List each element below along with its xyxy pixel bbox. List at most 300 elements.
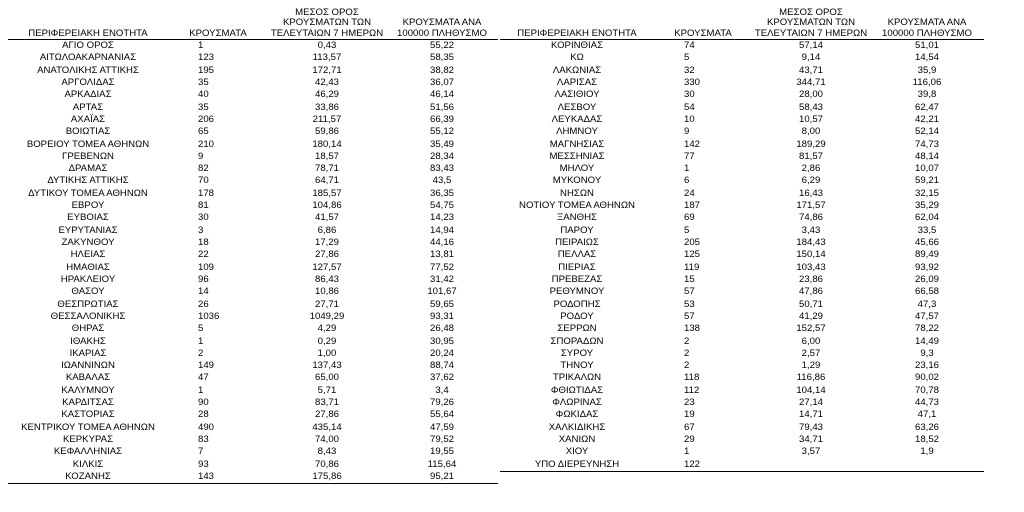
region-cell: ΚΑΣΤΟΡΙΑΣ <box>61 409 115 421</box>
table-row <box>500 348 984 360</box>
cases-cell: 187 <box>684 200 701 212</box>
table-row <box>500 434 984 446</box>
cases-cell: 1 <box>198 384 204 396</box>
table-row <box>8 360 498 372</box>
cases-cell: 123 <box>198 52 215 64</box>
avg7-cell: 3,57 <box>801 446 821 458</box>
table-row <box>8 311 498 323</box>
region-cell: ΠΑΡΟΥ <box>560 224 594 236</box>
region-cell: ΜΗΛΟΥ <box>559 163 595 175</box>
table-row <box>500 372 984 384</box>
table-row <box>8 237 498 249</box>
per100k-cell: 18,52 <box>914 434 939 445</box>
region-cell: ΙΩΑΝΝΙΝΩΝ <box>61 360 115 372</box>
region-cell: ΔΡΑΜΑΣ <box>68 163 108 175</box>
region-cell: ΡΕΘΥΜΝΟΥ <box>549 286 605 298</box>
avg7-cell: 185,57 <box>312 187 342 199</box>
table-row <box>8 249 498 261</box>
avg7-cell: 113,57 <box>312 52 342 64</box>
per100k-cell: 35,29 <box>914 200 939 212</box>
cases-cell: 1036 <box>198 310 220 322</box>
region-cell: ΧΑΛΚΙΔΙΚΗΣ <box>548 421 606 433</box>
table-row <box>500 151 984 163</box>
region-cell: ΚΑΒΑΛΑΣ <box>65 372 111 384</box>
avg7-cell: 104,14 <box>796 384 826 396</box>
avg7-cell: 16,43 <box>798 187 823 199</box>
table-row <box>500 237 984 249</box>
table-row <box>8 52 498 64</box>
cases-cell: 90 <box>198 397 209 409</box>
region-cell: ΕΒΡΟΥ <box>71 200 105 212</box>
table-row <box>8 372 498 384</box>
cases-cell: 206 <box>198 113 215 125</box>
cases-cell: 118 <box>684 372 700 384</box>
cases-table-right <box>500 6 984 472</box>
region-cell: ΚΩ <box>570 52 584 64</box>
table-row <box>500 323 984 335</box>
cases-cell: 54 <box>684 101 695 113</box>
avg7-cell: 46,29 <box>314 89 339 101</box>
per100k-cell: 48,14 <box>914 150 939 162</box>
avg7-cell: 34,71 <box>798 434 823 445</box>
table-row <box>500 286 984 298</box>
cases-cell: 96 <box>198 273 209 285</box>
avg7-cell: 14,71 <box>798 409 823 421</box>
avg7-cell: 58,43 <box>798 101 823 113</box>
table-row <box>8 434 498 446</box>
table-row <box>8 175 498 187</box>
region-cell: ΙΚΑΡΙΑΣ <box>69 347 107 359</box>
avg7-cell: 152,57 <box>796 323 826 335</box>
cases-cell: 178 <box>198 187 215 199</box>
region-cell: ΗΡΑΚΛΕΙΟΥ <box>60 273 116 285</box>
cases-cell: 67 <box>684 421 695 433</box>
per100k-cell: 35,9 <box>917 64 937 76</box>
per100k-cell: 28,34 <box>429 150 454 162</box>
cases-table-left <box>8 6 498 484</box>
per100k-cell: 10,07 <box>914 163 939 175</box>
avg7-cell: 74,00 <box>314 434 339 445</box>
region-cell: ΝΗΣΩΝ <box>560 187 594 199</box>
region-cell: ΘΕΣΣΑΛΟΝΙΚΗΣ <box>50 310 126 322</box>
per100k-cell: 47,57 <box>914 310 939 322</box>
per100k-header: ΚΡΟΥΣΜΑΤΑ ΑΝΑ 100000 ΠΛΗΘΥΣΜΟ <box>386 6 498 40</box>
avg7-cell: 10,57 <box>798 113 823 125</box>
cases-cell: 93 <box>198 458 209 470</box>
header-row <box>500 6 984 40</box>
cases-cell: 30 <box>684 89 695 101</box>
table-row <box>8 65 498 77</box>
table-row <box>500 89 984 101</box>
cases-cell: 28 <box>198 409 209 421</box>
region-cell: ΛΑΡΙΣΑΣ <box>556 76 598 88</box>
region-cell: ΙΘΑΚΗΣ <box>70 335 106 347</box>
per100k-cell: 55,22 <box>429 40 454 51</box>
region-cell: ΦΛΩΡΙΝΑΣ <box>552 397 602 409</box>
avg7-cell: 78,71 <box>314 163 339 175</box>
avg7-cell: 23,86 <box>798 273 823 285</box>
avg7-cell: 104,86 <box>312 200 342 212</box>
avg7-cell: 27,14 <box>798 397 823 409</box>
cases-cell: 83 <box>198 434 209 445</box>
per100k-cell: 59,21 <box>914 175 939 187</box>
cases-cell: 109 <box>198 261 215 273</box>
avg7-cell: 180,14 <box>312 138 342 150</box>
cases-cell: 32 <box>684 64 695 76</box>
table-row <box>500 446 984 458</box>
per100k-cell: 51,01 <box>914 40 939 51</box>
per100k-cell: 55,12 <box>429 126 454 138</box>
avg7-cell: 1,29 <box>801 360 821 372</box>
per100k-cell: 45,66 <box>914 237 939 248</box>
per100k-cell: 26,09 <box>914 273 939 285</box>
avg7-cell: 0,43 <box>317 40 337 51</box>
table-row <box>8 348 498 360</box>
cases-header: ΚΡΟΥΣΜΑΤΑ <box>654 6 752 40</box>
region-cell: ΦΘΙΩΤΙΔΑΣ <box>550 384 604 396</box>
cases-cell: 125 <box>684 249 701 261</box>
avg7-cell: 6,86 <box>317 224 337 236</box>
cases-cell: 77 <box>684 150 695 162</box>
per100k-cell: 30,95 <box>429 335 454 347</box>
per100k-cell: 58,35 <box>429 52 454 64</box>
table-row <box>8 385 498 397</box>
per100k-cell: 63,26 <box>914 421 939 433</box>
cases-cell: 138 <box>684 323 701 335</box>
cases-cell: 82 <box>198 163 209 175</box>
cases-cell: 1 <box>198 335 204 347</box>
avg7-header: ΜΕΣΟΣ ΟΡΟΣ ΚΡΟΥΣΜΑΤΩΝ ΤΩΝ ΤΕΛΕΥΤΑΙΩΝ 7 ΗΜΕΡΩΝ <box>752 6 870 40</box>
table-row <box>500 422 984 434</box>
region-cell: ΜΑΓΝΗΣΙΑΣ <box>549 138 605 150</box>
cases-cell: 40 <box>198 89 209 101</box>
per100k-cell: 23,16 <box>914 360 939 372</box>
per100k-cell: 89,49 <box>914 249 939 261</box>
region-cell: ΓΡΕΒΕΝΩΝ <box>62 150 114 162</box>
table-row <box>500 126 984 138</box>
region-cell: ΑΡΚΑΔΙΑΣ <box>64 89 112 101</box>
per100k-cell: 44,73 <box>914 397 939 409</box>
region-cell: ΕΥΡΥΤΑΝΙΑΣ <box>58 224 118 236</box>
region-cell: ΔΥΤΙΚΟΥ ΤΟΜΕΑ ΑΘΗΝΩΝ <box>28 187 148 199</box>
region-cell: ΡΟΔΟΥ <box>560 310 594 322</box>
cases-cell: 112 <box>684 384 700 396</box>
table-row <box>500 409 984 421</box>
table-row <box>8 102 498 114</box>
avg7-cell: 65,00 <box>314 372 339 384</box>
avg7-cell: 17,29 <box>314 237 339 248</box>
avg7-cell: 344,71 <box>796 76 826 88</box>
table-row <box>8 471 498 484</box>
per100k-cell: 14,49 <box>914 335 939 347</box>
avg7-cell: 57,14 <box>798 40 823 51</box>
per100k-cell: 79,26 <box>429 397 454 409</box>
cases-cell: 9 <box>198 150 204 162</box>
region-cell: ΕΥΒΟΙΑΣ <box>67 212 109 224</box>
per100k-cell: 79,52 <box>429 434 454 445</box>
region-cell: ΚΕΝΤΡΙΚΟΥ ΤΟΜΕΑ ΑΘΗΝΩΝ <box>21 421 155 433</box>
cases-cell: 210 <box>198 138 215 150</box>
per100k-cell: 39,8 <box>917 89 937 101</box>
table-row <box>8 274 498 286</box>
avg7-cell: 184,43 <box>796 237 826 248</box>
table-row <box>8 459 498 471</box>
avg7-cell: 6,29 <box>801 175 821 187</box>
cases-cell: 205 <box>684 237 701 248</box>
per100k-cell: 54,75 <box>429 200 454 212</box>
per100k-cell: 36,07 <box>429 76 454 88</box>
region-header: ΠΕΡΙΦΕΡΕΙΑΚΗ ΕΝΟΤΗΤΑ <box>500 6 654 40</box>
table-row <box>500 360 984 372</box>
avg7-cell: 50,71 <box>798 298 823 310</box>
cases-cell: 57 <box>684 286 695 298</box>
cases-cell: 14 <box>198 286 209 298</box>
avg7-cell: 211,57 <box>312 113 342 125</box>
avg7-cell: 4,29 <box>317 323 337 335</box>
per100k-cell: 42,21 <box>914 113 939 125</box>
per100k-cell: 77,52 <box>429 261 454 273</box>
region-cell: ΡΟΔΟΠΗΣ <box>553 298 601 310</box>
cases-cell: 2 <box>684 347 690 359</box>
avg7-cell: 435,14 <box>312 421 342 433</box>
per100k-cell: 14,94 <box>429 224 454 236</box>
cases-cell: 5 <box>684 52 690 64</box>
table-row <box>500 65 984 77</box>
table-row <box>8 409 498 421</box>
per100k-cell: 78,22 <box>914 323 939 335</box>
per100k-cell: 55,64 <box>429 409 454 421</box>
cases-cell: 330 <box>684 76 701 88</box>
table-row <box>8 286 498 298</box>
cases-cell: 7 <box>198 446 204 458</box>
region-cell: ΚΕΡΚΥΡΑΣ <box>62 434 113 445</box>
table-row <box>8 299 498 311</box>
per100k-cell: 3,4 <box>435 384 449 396</box>
cases-cell: 1 <box>684 163 690 175</box>
table-row <box>500 249 984 261</box>
table-row <box>8 114 498 126</box>
cases-cell: 490 <box>198 421 215 433</box>
avg7-cell: 86,43 <box>314 273 339 285</box>
cases-cell: 2 <box>198 347 204 359</box>
table-row <box>500 77 984 89</box>
avg7-cell <box>752 459 870 472</box>
per100k-cell <box>870 459 984 472</box>
region-cell: ΑΡΓΟΛΙΔΑΣ <box>61 76 115 88</box>
region-cell: ΣΠΟΡΑΔΩΝ <box>550 335 604 347</box>
avg7-cell: 172,71 <box>312 64 342 76</box>
per100k-cell: 31,42 <box>429 273 454 285</box>
region-cell: ΚΑΛΥΜΝΟΥ <box>61 384 115 396</box>
table-row <box>8 126 498 138</box>
region-cell: ΝΟΤΙΟΥ ΤΟΜΕΑ ΑΘΗΝΩΝ <box>519 200 635 212</box>
region-cell: ΚΑΡΔΙΤΣΑΣ <box>62 397 114 409</box>
per100k-cell: 115,64 <box>427 458 457 470</box>
per100k-cell: 47,3 <box>917 298 937 310</box>
table-row <box>8 40 498 53</box>
cases-cell: 65 <box>198 126 209 138</box>
avg7-cell: 1,00 <box>317 347 337 359</box>
per100k-cell: 93,31 <box>429 310 454 322</box>
region-cell: ΒΟΡΕΙΟΥ ΤΟΜΕΑ ΑΘΗΝΩΝ <box>26 138 150 150</box>
region-cell: ΦΩΚΙΔΑΣ <box>555 409 599 421</box>
avg7-cell: 27,86 <box>314 249 339 261</box>
per100k-cell: 83,43 <box>429 163 454 175</box>
cases-cell: 119 <box>684 261 700 273</box>
avg7-cell: 1049,29 <box>309 310 345 322</box>
avg7-cell: 9,14 <box>801 52 821 64</box>
avg7-cell: 189,29 <box>796 138 826 150</box>
region-cell: ΥΠΟ ΔΙΕΡΕΥΝΗΣΗ <box>500 459 654 472</box>
cases-cell: 26 <box>198 298 209 310</box>
per100k-cell: 44,16 <box>429 237 454 248</box>
avg7-cell: 3,43 <box>801 224 821 236</box>
table-row <box>500 102 984 114</box>
cases-cell: 23 <box>684 397 695 409</box>
per100k-cell: 59,65 <box>429 298 454 310</box>
cases-cell: 143 <box>168 471 268 484</box>
region-cell: ΛΑΚΩΝΙΑΣ <box>552 64 602 76</box>
table-row <box>8 422 498 434</box>
region-cell: ΠΕΙΡΑΙΩΣ <box>555 237 599 248</box>
per100k-cell: 101,67 <box>427 286 457 298</box>
table-row <box>8 336 498 348</box>
cases-cell: 74 <box>684 40 695 51</box>
table-row <box>8 139 498 151</box>
region-cell: ΠΕΛΛΑΣ <box>557 249 597 261</box>
per100k-cell: 43,5 <box>432 175 452 187</box>
per100k-cell: 47,59 <box>429 421 454 433</box>
table-row <box>500 175 984 187</box>
table-row <box>500 52 984 64</box>
avg7-cell: 27,86 <box>314 409 339 421</box>
cases-cell: 142 <box>684 138 701 150</box>
region-cell: ΠΡΕΒΕΖΑΣ <box>551 273 603 285</box>
cases-header: ΚΡΟΥΣΜΑΤΑ <box>168 6 268 40</box>
table-row <box>500 311 984 323</box>
table-row <box>8 446 498 458</box>
per100k-cell: 93,92 <box>914 261 939 273</box>
table-row <box>8 225 498 237</box>
cases-cell: 9 <box>684 126 690 138</box>
header-row <box>8 6 498 40</box>
region-cell: ΘΕΣΠΡΩΤΙΑΣ <box>57 298 119 310</box>
per100k-cell: 90,02 <box>914 372 939 384</box>
avg7-cell: 10,86 <box>314 286 339 298</box>
cases-cell: 69 <box>684 212 695 224</box>
avg7-cell: 42,43 <box>314 76 339 88</box>
per100k-cell: 33,5 <box>917 224 937 236</box>
avg7-cell: 127,57 <box>312 261 342 273</box>
avg7-cell: 5,71 <box>317 384 337 396</box>
region-cell: ΑΡΤΑΣ <box>72 101 104 113</box>
region-cell: ΘΑΣΟΥ <box>71 286 105 298</box>
region-header: ΠΕΡΙΦΕΡΕΙΑΚΗ ΕΝΟΤΗΤΑ <box>8 6 168 40</box>
table-row <box>8 77 498 89</box>
avg7-cell: 8,00 <box>801 126 821 138</box>
avg7-cell: 8,43 <box>317 446 337 458</box>
region-cell: ΒΟΙΩΤΙΑΣ <box>65 126 111 138</box>
per100k-cell: 19,55 <box>429 446 454 458</box>
avg7-cell: 6,00 <box>801 335 821 347</box>
avg7-cell: 83,71 <box>314 397 339 409</box>
region-cell: ΠΙΕΡΙΑΣ <box>558 261 596 273</box>
cases-cell: 5 <box>198 323 204 335</box>
per100k-cell: 36,35 <box>429 187 454 199</box>
avg7-cell: 70,86 <box>314 458 339 470</box>
per100k-cell: 74,73 <box>914 138 939 150</box>
avg7-cell: 175,86 <box>268 471 386 484</box>
region-cell: ΛΗΜΝΟΥ <box>556 126 598 138</box>
table-row <box>8 188 498 200</box>
avg7-cell: 47,86 <box>798 286 823 298</box>
cases-cell: 122 <box>654 459 752 472</box>
cases-cell: 29 <box>684 434 695 445</box>
table-row <box>8 262 498 274</box>
avg7-cell: 18,57 <box>314 150 339 162</box>
per100k-cell: 38,82 <box>429 64 454 76</box>
cases-cell: 5 <box>684 224 690 236</box>
per100k-cell: 9,3 <box>920 347 934 359</box>
region-cell: ΖΑΚΥΝΘΟΥ <box>61 237 115 248</box>
region-cell: ΛΕΣΒΟΥ <box>557 101 597 113</box>
cases-cell: 70 <box>198 175 209 187</box>
avg7-cell: 41,29 <box>798 310 823 322</box>
cases-cell: 18 <box>198 237 209 248</box>
per100k-cell: 70,78 <box>914 384 939 396</box>
per100k-cell: 95,21 <box>386 471 498 484</box>
table-row <box>8 163 498 175</box>
avg7-cell: 150,14 <box>796 249 826 261</box>
cases-cell: 19 <box>684 409 695 421</box>
per100k-cell: 66,58 <box>914 286 939 298</box>
avg7-cell: 41,57 <box>314 212 339 224</box>
avg7-cell: 43,71 <box>798 64 823 76</box>
per100k-cell: 62,47 <box>914 101 939 113</box>
region-cell: ΚΕΦΑΛΛΗΝΙΑΣ <box>53 446 123 458</box>
region-cell: ΚΟΖΑΝΗΣ <box>8 471 168 484</box>
per100k-cell: 62,04 <box>914 212 939 224</box>
table-row <box>8 89 498 101</box>
table-row <box>500 212 984 224</box>
region-cell: ΗΜΑΘΙΑΣ <box>66 261 110 273</box>
per100k-cell: 1,9 <box>920 446 934 458</box>
avg7-cell: 28,00 <box>798 89 823 101</box>
region-cell: ΞΑΝΘΗΣ <box>557 212 597 224</box>
cases-cell: 30 <box>198 212 209 224</box>
region-cell: ΜΕΣΣΗΝΙΑΣ <box>549 150 605 162</box>
region-cell: ΑΓΙΟ ΟΡΟΣ <box>62 40 114 51</box>
avg7-cell: 137,43 <box>312 360 342 372</box>
per100k-cell: 26,48 <box>429 323 454 335</box>
per100k-cell: 47,1 <box>917 409 937 421</box>
table-row <box>500 274 984 286</box>
table-row <box>500 188 984 200</box>
region-cell: ΑΝΑΤΟΛΙΚΗΣ ΑΤΤΙΚΗΣ <box>37 64 139 76</box>
table-row <box>500 225 984 237</box>
table-row <box>500 459 984 472</box>
per100k-cell: 32,15 <box>914 187 939 199</box>
cases-cell: 2 <box>684 335 690 347</box>
per100k-cell: 51,56 <box>429 101 454 113</box>
cases-cell: 24 <box>684 187 695 199</box>
avg7-cell: 33,86 <box>314 101 339 113</box>
avg7-cell: 103,43 <box>796 261 826 273</box>
avg7-cell: 74,86 <box>798 212 823 224</box>
avg7-cell: 116,86 <box>796 372 826 384</box>
region-cell: ΑΙΤΩΛΟΑΚΑΡΝΑΝΙΑΣ <box>39 52 137 64</box>
region-cell: ΛΑΣΙΘΙΟΥ <box>554 89 600 101</box>
